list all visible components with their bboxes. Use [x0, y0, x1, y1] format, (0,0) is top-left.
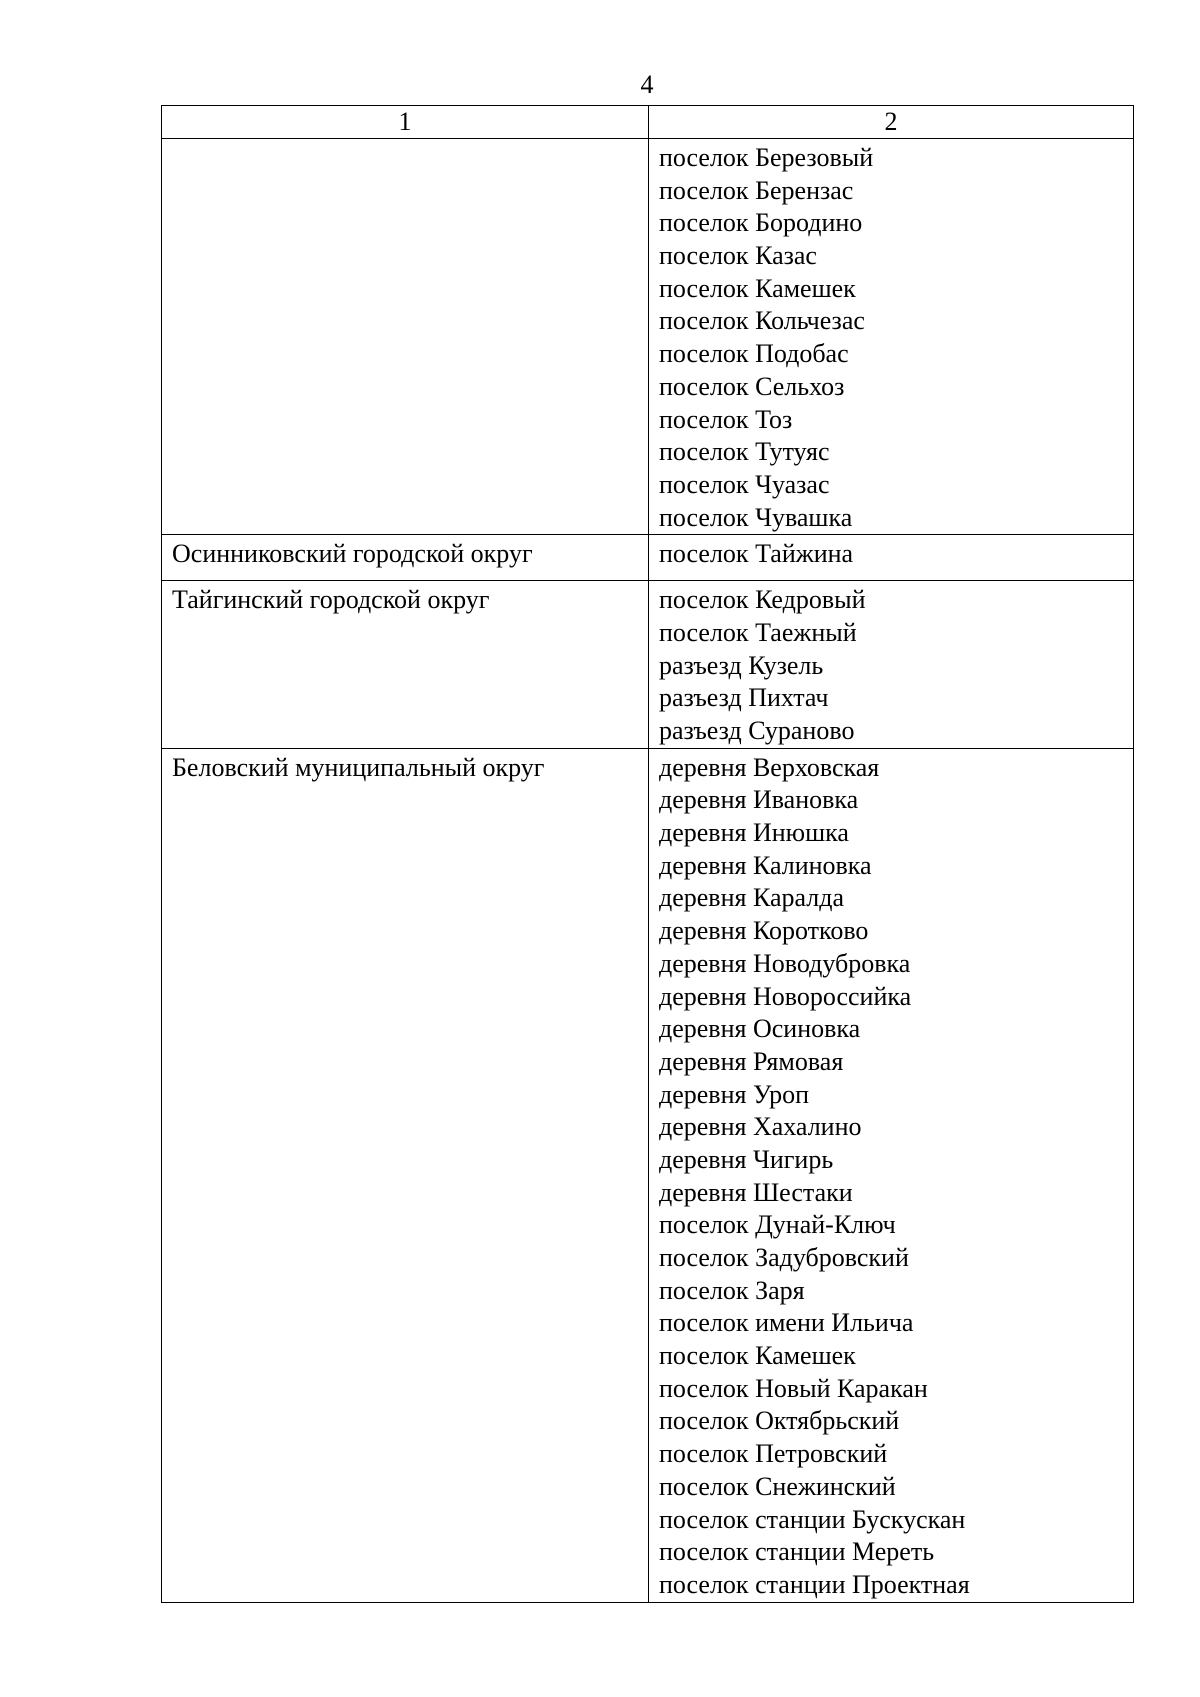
settlements-cell	[649, 581, 1134, 748]
settlement-name: поселок Сельхоз	[659, 371, 845, 401]
settlement-name: разъезд Сураново	[659, 716, 855, 745]
table-header-row	[162, 106, 1134, 139]
settlement-name: поселок Петровский	[659, 1439, 888, 1469]
table-row	[162, 139, 1134, 535]
region-cell: Тайгинский городской округ	[162, 581, 649, 748]
settlement-name: поселок станции Мереть	[659, 1537, 935, 1567]
settlement-name: разъезд Кузель	[659, 650, 824, 680]
settlement-name: поселок Кедровый	[659, 585, 866, 615]
settlement-name: поселок Кольчезас	[659, 306, 865, 336]
settlements-cell	[649, 535, 1134, 581]
table-body	[162, 139, 1134, 1603]
settlement-name: поселок Берензас	[659, 175, 854, 205]
column-header-1: 1	[162, 106, 649, 139]
settlement-name: деревня Осиновка	[659, 1014, 861, 1044]
settlements-cell	[649, 748, 1134, 1602]
settlement-name: поселок Подобас	[659, 339, 849, 369]
settlement-name: деревня Новороссийка	[659, 981, 912, 1011]
table-row	[162, 748, 1134, 1602]
settlement-name: поселок Снежинский	[659, 1471, 896, 1501]
settlement-name: поселок Задубровский	[659, 1243, 909, 1272]
settlement-name: поселок Березовый	[659, 143, 874, 172]
settlement-name: деревня Верховская	[659, 752, 880, 782]
settlement-name: поселок Тоз	[659, 404, 793, 434]
region-cell	[162, 139, 649, 535]
region-cell: Беловский муниципальный округ	[162, 748, 649, 1602]
settlement-name: поселок Новый Каракан	[659, 1373, 928, 1403]
settlement-name: деревня Хахалино	[659, 1112, 862, 1142]
table-row	[162, 581, 1134, 748]
settlements-table	[161, 105, 1134, 1603]
region-cell: Осинниковский городской округ	[162, 535, 649, 581]
settlement-name: деревня Чигирь	[659, 1144, 834, 1174]
settlement-name: поселок Таежный	[659, 617, 857, 647]
settlement-name: поселок Бородино	[659, 208, 863, 238]
settlement-name: поселок станции Проектная	[659, 1569, 970, 1599]
settlement-name: деревня Ивановка	[659, 785, 859, 815]
settlement-name: поселок Тутуяс	[659, 437, 830, 467]
settlement-name: деревня Новодубровка	[659, 948, 911, 978]
settlement-name: деревня Коротково	[659, 916, 869, 946]
settlement-name: деревня Рямовая	[659, 1046, 844, 1076]
settlement-name: поселок Чуазас	[659, 469, 830, 499]
settlement-name: поселок Октябрьский	[659, 1406, 900, 1436]
table-row	[162, 535, 1134, 581]
settlement-name: поселок имени Ильича	[659, 1308, 914, 1338]
settlement-name: поселок Тайжина	[659, 539, 854, 569]
settlement-name: поселок Чувашка	[659, 502, 853, 532]
settlement-name: деревня Калиновка	[659, 850, 872, 880]
settlement-name: поселок Дунай-Ключ	[659, 1210, 896, 1240]
settlements-cell	[649, 139, 1134, 535]
column-header-2: 2	[649, 106, 1134, 139]
settlement-name: поселок Камешек	[659, 273, 856, 303]
settlement-name: поселок станции Бускускан	[659, 1504, 966, 1534]
settlement-name: деревня Шестаки	[659, 1177, 853, 1207]
page-number: 4	[640, 70, 654, 99]
settlement-name: деревня Инюшка	[659, 818, 849, 848]
settlement-name: поселок Камешек	[659, 1341, 856, 1371]
settlement-name: поселок Заря	[659, 1275, 805, 1305]
settlement-name: деревня Каралда	[659, 883, 845, 913]
settlement-name: поселок Казас	[659, 241, 817, 271]
settlement-name: деревня Уроп	[659, 1079, 809, 1109]
settlement-name: разъезд Пихтач	[659, 683, 829, 713]
